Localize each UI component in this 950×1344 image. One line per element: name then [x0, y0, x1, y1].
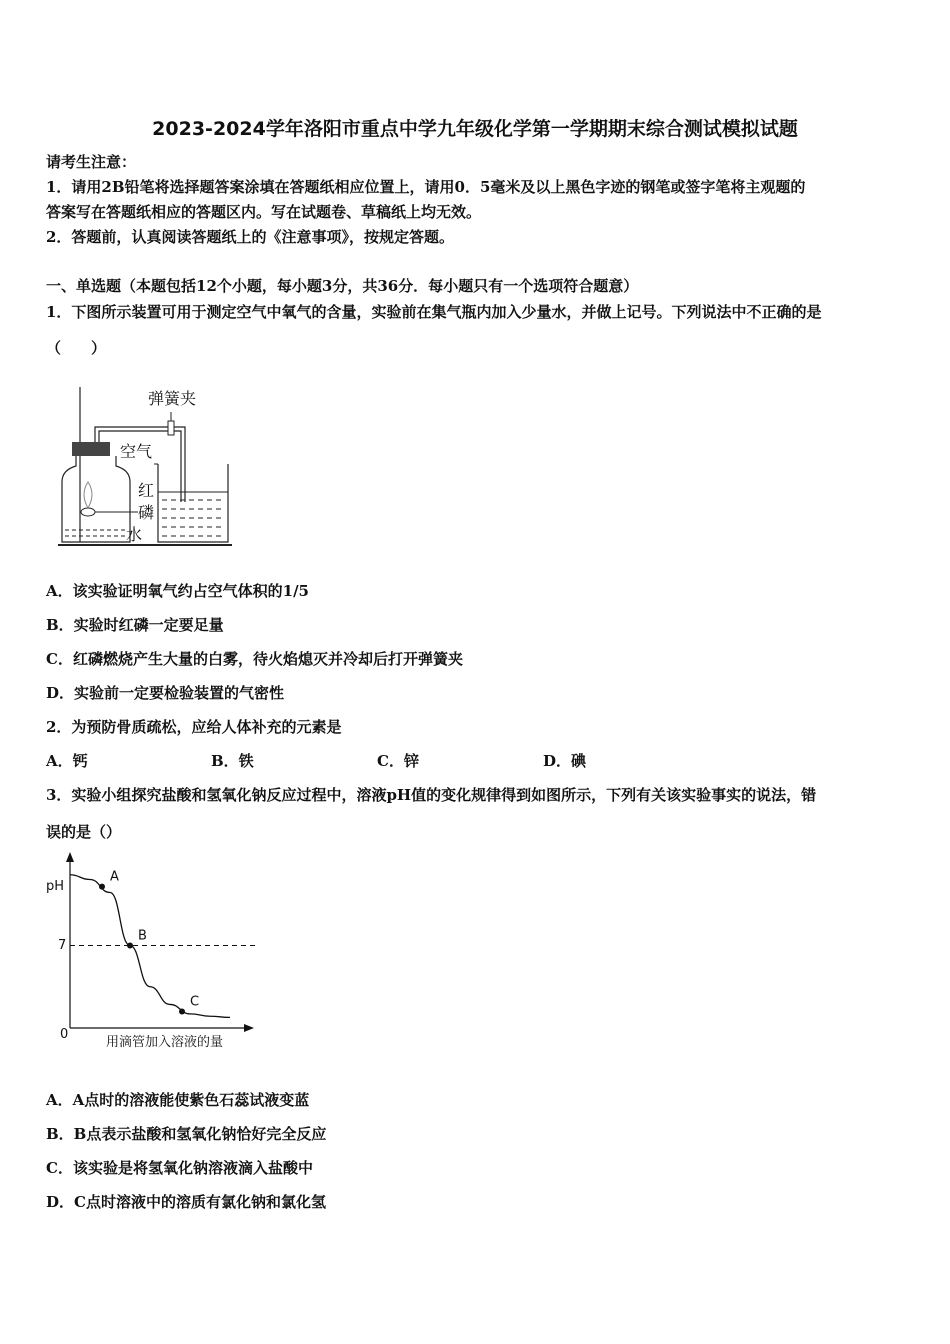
stopper — [72, 442, 110, 456]
beaker — [158, 464, 228, 542]
point-label-b: B — [138, 928, 147, 944]
q3-option-a: A．A点时的溶液能使紫色石蕊试液变蓝 — [46, 1091, 310, 1109]
chart-x-label: 用滴管加入溶液的量 — [106, 1035, 224, 1050]
q1-stem: 1．下图所示装置可用于测定空气中氧气的含量，实验前在集气瓶内加入少量水，并做上记号。下列说法中不正确的是 — [46, 303, 822, 321]
label-clip: 弹簧夹 — [148, 389, 197, 408]
q2-option-b: B．铁 — [211, 752, 254, 770]
q2-option-a: A．钙 — [46, 752, 88, 770]
gas-bottle — [62, 456, 130, 542]
chart-origin-label: 0 — [60, 1027, 69, 1042]
ph-curve — [70, 875, 230, 1018]
q1-option-c: C．红磷燃烧产生大量的白雾，待火焰熄灭并冷却后打开弹簧夹 — [46, 650, 463, 668]
notice-line-1b: 答案写在答题纸相应的答题区内。写在试题卷、草稿纸上均无效。 — [46, 203, 482, 221]
point-label-a: A — [110, 869, 119, 885]
combustion-spoon — [81, 508, 95, 516]
point-label-c: C — [190, 994, 200, 1010]
spring-clip-icon — [168, 421, 174, 435]
label-air: 空气 — [120, 442, 153, 461]
q2-option-d: D．碘 — [543, 752, 587, 770]
chart-y-label: pH — [46, 879, 65, 894]
q1-apparatus-figure — [50, 382, 250, 552]
notice-heading: 请考生注意： — [46, 153, 137, 171]
q3-stem-2: 误的是（） — [46, 823, 122, 841]
point-c — [179, 1009, 185, 1015]
x-axis-arrow-icon — [244, 1024, 254, 1032]
q3-stem: 3．实验小组探究盐酸和氢氧化钠反应过程中，溶液pH值的变化规律得到如图所示，下列有关该实验事实的说法，错 — [46, 786, 817, 804]
q1-option-b: B．实验时红磷一定要足量 — [46, 616, 224, 634]
label-red-2: 磷 — [138, 503, 155, 522]
q3-ph-chart — [40, 850, 270, 1055]
label-water: 水 — [126, 525, 143, 544]
section-heading: 一、单选题（本题包括12个小题，每小题3分，共36分．每小题只有一个选项符合题意） — [46, 277, 639, 295]
q3-option-c: C．该实验是将氢氧化钠溶液滴入盐酸中 — [46, 1159, 313, 1177]
point-a — [99, 884, 105, 890]
notice-line-2: 2．答题前，认真阅读答题纸上的《注意事项》，按规定答题。 — [46, 228, 454, 246]
q3-option-b: B．B点表示盐酸和氢氧化钠恰好完全反应 — [46, 1125, 327, 1143]
q1-paren: （ ） — [46, 339, 107, 357]
q1-option-d: D．实验前一定要检验装置的气密性 — [46, 684, 285, 702]
q1-option-a: A．该实验证明氧气约占空气体积的1/5 — [46, 582, 309, 600]
q2-option-c: C．锌 — [377, 752, 419, 770]
flame-icon — [84, 482, 92, 508]
q2-stem: 2．为预防骨质疏松，应给人体补充的元素是 — [46, 718, 342, 736]
page-title: 2023-2024学年洛阳市重点中学九年级化学第一学期期末综合测试模拟试题 — [152, 118, 798, 140]
y-axis-arrow-icon — [66, 852, 74, 862]
notice-line-1: 1．请用2B铅笔将选择题答案涂填在答题纸相应位置上，请用0．5毫米及以上黑色字迹的钢笔或签字笔将主观题的 — [46, 178, 806, 196]
chart-y-tick-7: 7 — [58, 938, 67, 953]
point-b — [127, 943, 133, 949]
label-red-1: 红 — [138, 481, 155, 500]
q3-option-d: D．C点时溶液中的溶质有氯化钠和氯化氢 — [46, 1193, 326, 1211]
